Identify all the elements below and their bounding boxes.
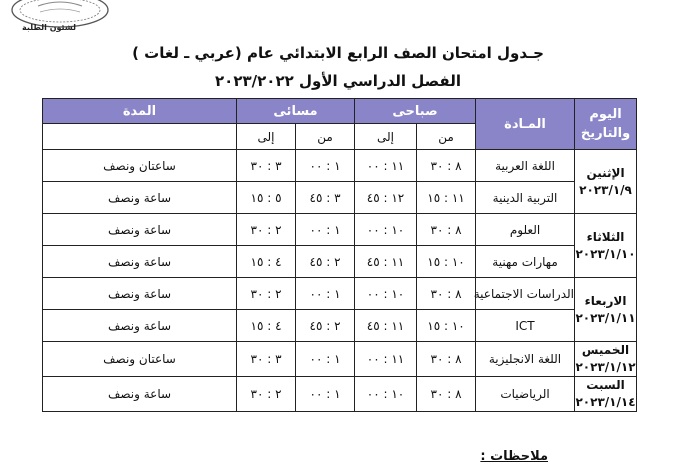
- evening-from-cell: ١ : ٠٠: [296, 278, 355, 310]
- exam-schedule-table: [42, 98, 637, 412]
- header-day-label: اليوم: [589, 107, 622, 122]
- morning-from-cell: ١٠ : ١٥: [417, 310, 476, 342]
- table-row: [43, 342, 637, 377]
- day-name: الخميس: [581, 343, 630, 357]
- day-date: ٢٠٢٣/١/١٠: [575, 246, 636, 261]
- day-date: ٢٠٢٣/١/١٤: [575, 395, 636, 409]
- day-cell: [575, 214, 637, 278]
- header-evening: مسائى: [237, 99, 355, 124]
- header-evening-to: إلى: [237, 124, 296, 150]
- day-cell: [575, 377, 637, 412]
- morning-to-cell: ١١ : ٠٠: [355, 150, 417, 182]
- morning-to-cell: ١٠ : ٠٠: [355, 377, 417, 412]
- duration-cell: ساعة ونصف: [43, 182, 237, 214]
- duration-cell: ساعة ونصف: [43, 310, 237, 342]
- table-row: [43, 377, 637, 412]
- subject-cell: التربية الدينية: [476, 182, 575, 214]
- table-row: [43, 310, 637, 342]
- morning-from-cell: ٨ : ٣٠: [417, 342, 476, 377]
- duration-cell: ساعة ونصف: [43, 278, 237, 310]
- header-morning-from: من: [417, 124, 476, 150]
- page-subtitle: الفصل الدراسي الأول ٢٠٢٣/٢٠٢٢: [215, 72, 461, 90]
- page-title: جـدول امتحان الصف الرابع الابتدائي عام (عربي ـ لغات ): [132, 44, 544, 62]
- day-name: الاربعاء: [584, 293, 627, 308]
- day-cell: [575, 278, 637, 342]
- duration-cell: ساعة ونصف: [43, 214, 237, 246]
- evening-from-cell: ٣ : ٤٥: [296, 182, 355, 214]
- evening-to-cell: ٥ : ١٥: [237, 182, 296, 214]
- subject-cell: الرياضيات: [476, 377, 575, 412]
- evening-to-cell: ٤ : ١٥: [237, 310, 296, 342]
- header-evening-from: من: [296, 124, 355, 150]
- school-logo: [0, 0, 112, 36]
- header-duration-blank: [43, 124, 237, 150]
- header-subject: المـادة: [476, 99, 575, 150]
- evening-from-cell: ٢ : ٤٥: [296, 246, 355, 278]
- morning-to-cell: ١٠ : ٠٠: [355, 214, 417, 246]
- header-row-main: [43, 99, 637, 124]
- header-date-label: والتاريخ: [580, 126, 631, 141]
- morning-to-cell: ١١ : ٤٥: [355, 310, 417, 342]
- morning-to-cell: ١٢ : ٤٥: [355, 182, 417, 214]
- evening-from-cell: ١ : ٠٠: [296, 342, 355, 377]
- morning-to-cell: ١١ : ٠٠: [355, 342, 417, 377]
- day-name: السبت: [586, 378, 625, 392]
- table-row: [43, 214, 637, 246]
- subject-cell: اللغة الانجليزية: [476, 342, 575, 377]
- subject-cell: الدراسات الاجتماعية: [476, 278, 575, 310]
- day-date: ٢٠٢٣/١/١١: [575, 310, 636, 325]
- duration-cell: ساعة ونصف: [43, 246, 237, 278]
- day-date: ٢٠٢٣/١/٩: [579, 182, 632, 197]
- table-row: [43, 246, 637, 278]
- table-row: [43, 278, 637, 310]
- evening-to-cell: ٢ : ٣٠: [237, 377, 296, 412]
- header-day-date: [575, 99, 637, 150]
- subject-cell: اللغة العربية: [476, 150, 575, 182]
- day-cell: [575, 342, 637, 377]
- table-row: [43, 182, 637, 214]
- header-duration: المدة: [43, 99, 237, 124]
- morning-from-cell: ٨ : ٣٠: [417, 278, 476, 310]
- morning-from-cell: ١٠ : ١٥: [417, 246, 476, 278]
- evening-to-cell: ٣ : ٣٠: [237, 150, 296, 182]
- duration-cell: ساعتان ونصف: [43, 150, 237, 182]
- evening-to-cell: ٢ : ٣٠: [237, 214, 296, 246]
- evening-to-cell: ٣ : ٣٠: [237, 342, 296, 377]
- notes-label: ملاحظات :: [480, 449, 548, 464]
- morning-from-cell: ٨ : ٣٠: [417, 377, 476, 412]
- day-date: ٢٠٢٣/١/١٢: [575, 360, 636, 374]
- subject-cell: ICT: [476, 310, 575, 342]
- header-morning: صباحى: [355, 99, 476, 124]
- duration-cell: ساعة ونصف: [43, 377, 237, 412]
- evening-from-cell: ٢ : ٤٥: [296, 310, 355, 342]
- day-name: الثلاثاء: [586, 229, 625, 244]
- subject-cell: مهارات مهنية: [476, 246, 575, 278]
- morning-from-cell: ٨ : ٣٠: [417, 214, 476, 246]
- day-name: الإثنين: [586, 165, 625, 180]
- evening-from-cell: ١ : ٠٠: [296, 214, 355, 246]
- morning-from-cell: ١١ : ١٥: [417, 182, 476, 214]
- header-morning-to: إلى: [355, 124, 417, 150]
- morning-from-cell: ٨ : ٣٠: [417, 150, 476, 182]
- subject-cell: العلوم: [476, 214, 575, 246]
- evening-to-cell: ٢ : ٣٠: [237, 278, 296, 310]
- logo-text: لشئون الطلبة: [22, 23, 76, 32]
- evening-to-cell: ٤ : ١٥: [237, 246, 296, 278]
- evening-from-cell: ١ : ٠٠: [296, 377, 355, 412]
- table-row: [43, 150, 637, 182]
- morning-to-cell: ١١ : ٤٥: [355, 246, 417, 278]
- evening-from-cell: ١ : ٠٠: [296, 150, 355, 182]
- duration-cell: ساعتان ونصف: [43, 342, 237, 377]
- morning-to-cell: ١٠ : ٠٠: [355, 278, 417, 310]
- day-cell: [575, 150, 637, 214]
